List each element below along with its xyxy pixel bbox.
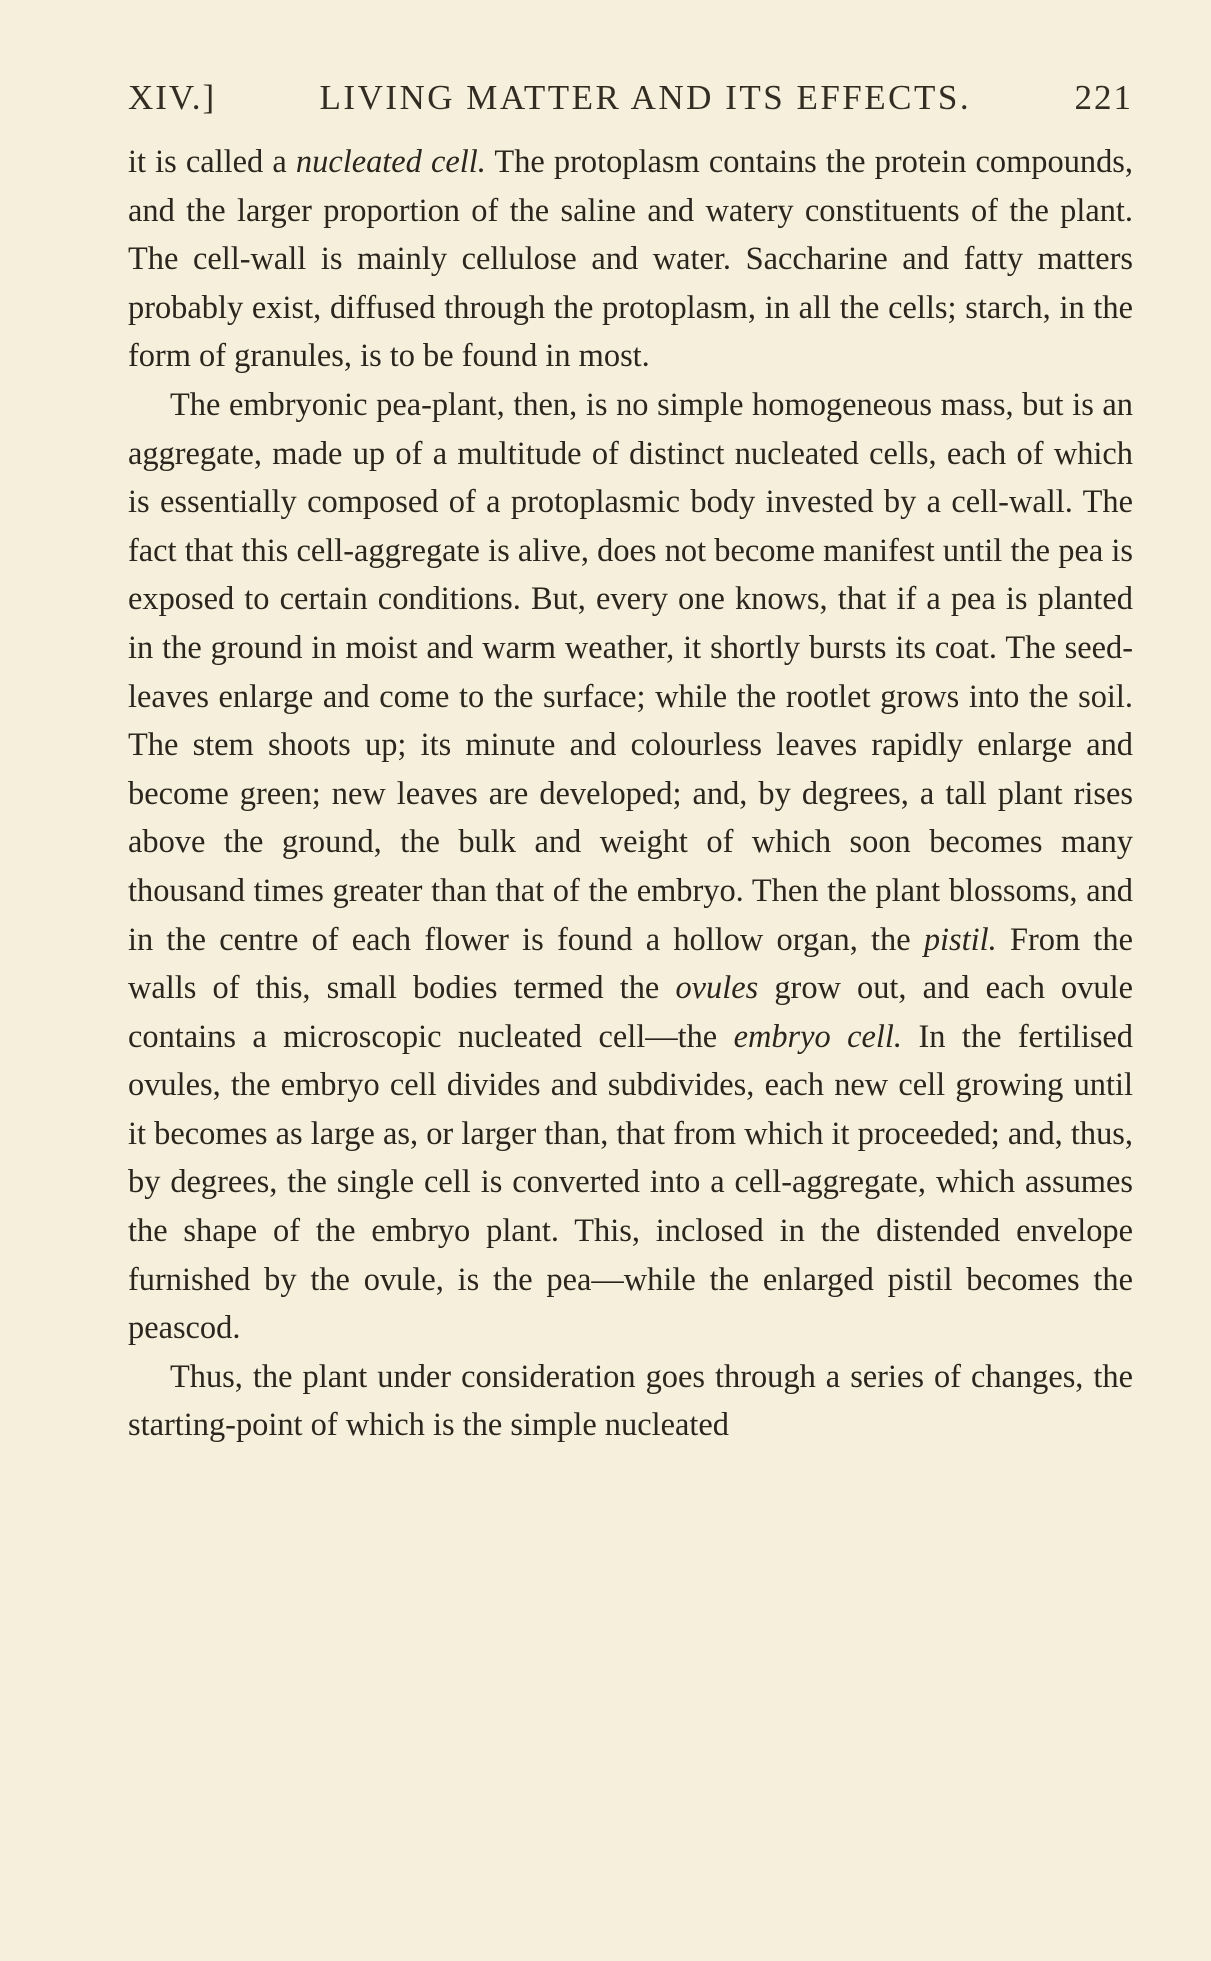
italic-term: pistil. <box>923 921 997 958</box>
chapter-marker: XIV.] <box>128 78 217 117</box>
paragraph-text: it is called a <box>128 144 296 180</box>
paragraph-text: In the fertilised ovules, the embryo cell divides and subdivides, each new cell growing until it becomes as large as, or larger than, that from which it proceeded; and, thus, by degrees, the single cell is converted into a cell-aggregate, which assumes the shape of the embryo plant. This, inclosed in the distended envelope furnished by the ovule, is the pea—while the enlarged pistil becomes the peascod. <box>128 1018 1134 1347</box>
italic-term: embryo cell. <box>733 1018 903 1055</box>
paragraph-1 <box>128 138 1133 381</box>
paragraph-text: The protoplasm contains the protein compounds, and the larger proportion of the saline and watery constituents of the plant. The cell-wall is mainly cellulose and water. Saccharine and fatty matters probably exist, diffused through the protoplasm, in all the cells; starch, in the form of granules, is to be found in most. <box>128 144 1133 375</box>
running-title: LIVING MATTER AND ITS EFFECTS. <box>319 78 972 117</box>
italic-term: nucleated cell. <box>295 144 486 180</box>
italic-term: ovules <box>675 970 759 1007</box>
page-number: 221 <box>1074 78 1133 117</box>
paragraph-text: Thus, the plant under consideration goes through a series of changes, the starting-point of which is the simple nucleated <box>128 1358 1133 1444</box>
body-text <box>128 138 1133 1450</box>
paragraph-3 <box>128 1353 1133 1450</box>
paragraph-text: The embryonic pea-plant, then, is no simple homogeneous mass, but is an aggregate, made up of a multitude of distinct nucleated cells, each of which is essentially composed of a protoplasmic body invested by a cell-wall. The fact that this cell-aggregate is alive, does not become manifest until the pea is exposed to certain conditions. But, every one knows, that if a pea is planted in the ground in moist and warm weather, it shortly bursts its coat. The seed-leaves enlarge and come to the surface; while the rootlet grows into the soil. The stem shoots up; its minute and colourless leaves rapidly enlarge and become green; new leaves are developed; and, by degrees, a tall plant rises above the ground, the bulk and weight of which soon becomes many thousand times greater than that of the embryo. Then the plant blossoms, and in the centre of each flower is found a hollow organ, the <box>128 386 1133 958</box>
paragraph-text: From the walls of this, small bodies termed the <box>128 921 1133 1007</box>
paragraph-text: grow out, and each ovule contains a microscopic nucleated cell—the <box>128 970 1133 1055</box>
paragraph-2 <box>128 381 1133 1353</box>
running-header <box>128 78 1133 118</box>
